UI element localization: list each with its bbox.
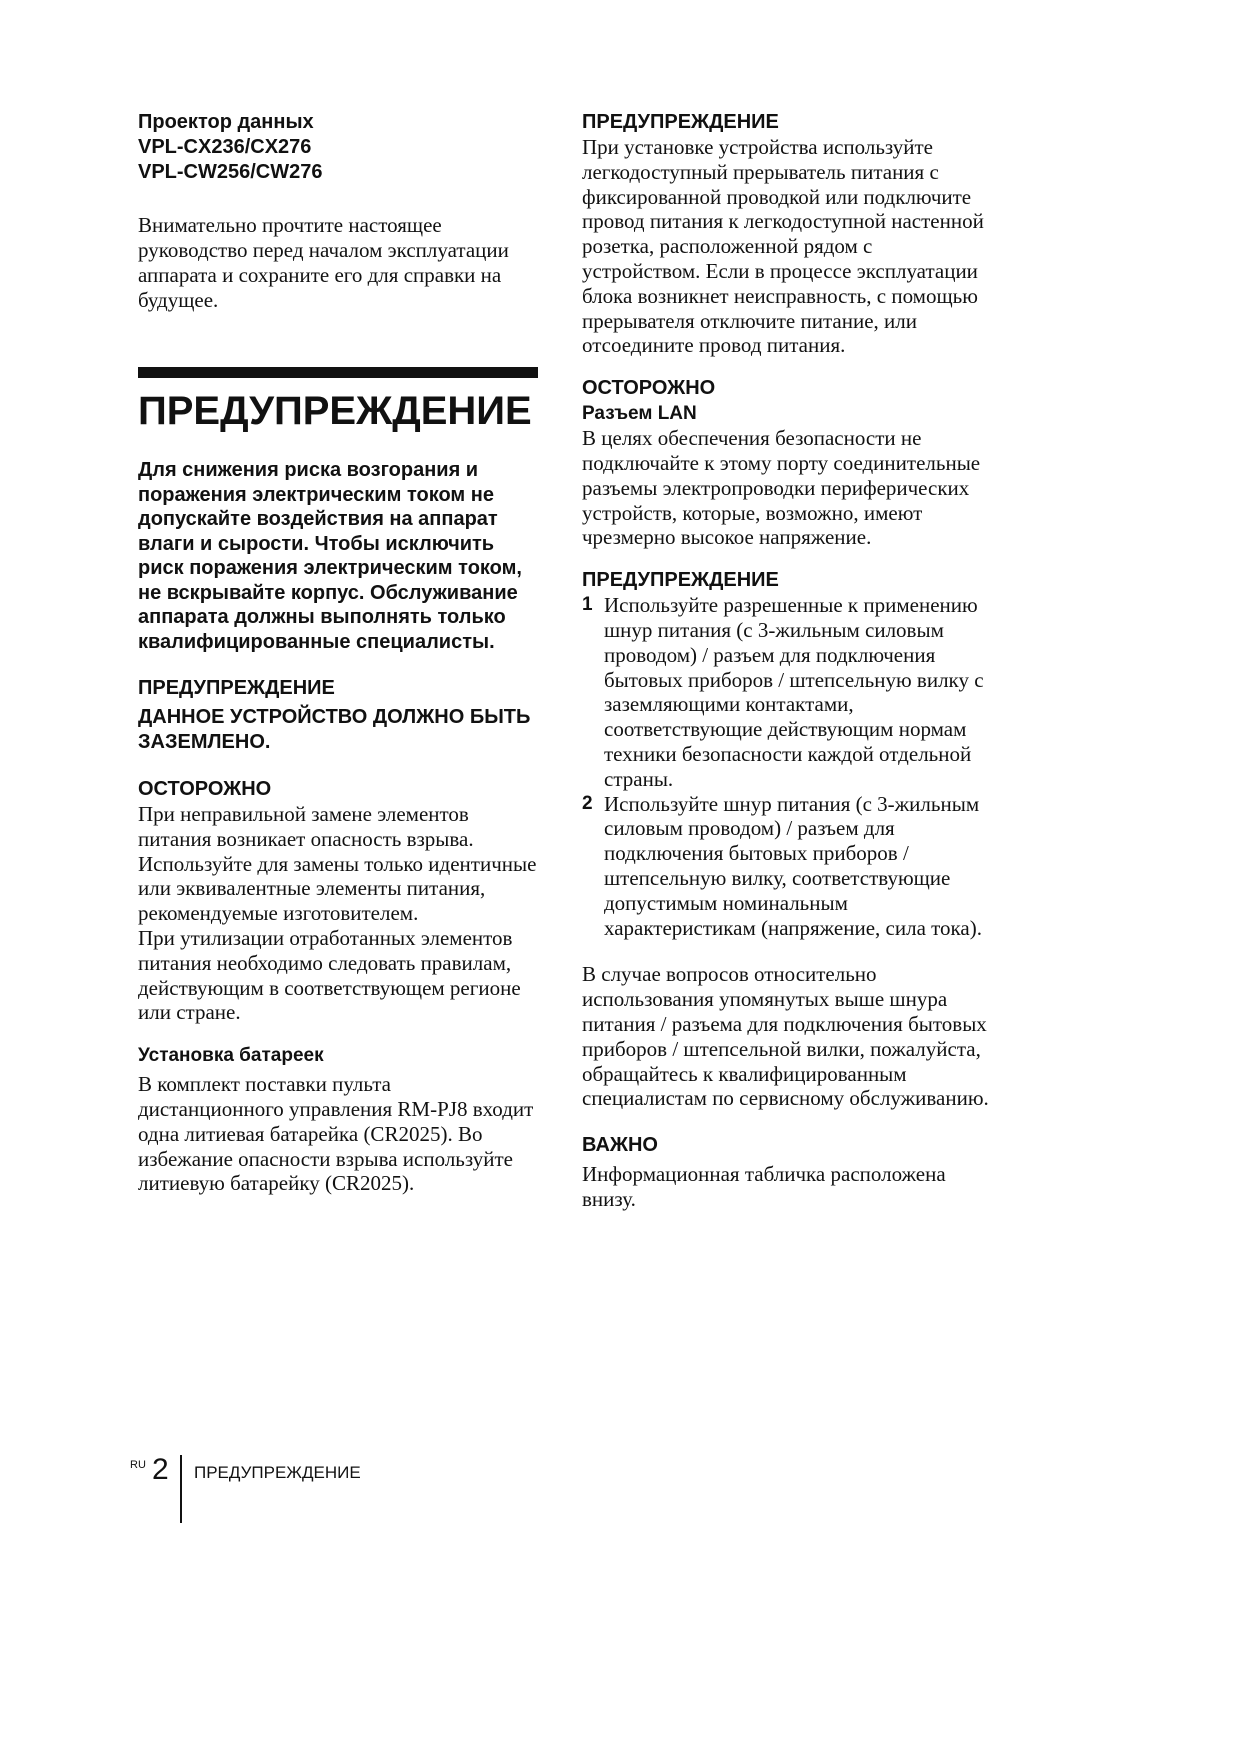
lan-paragraph: В целях обеспечения безопасности не подключайте к этому порту соединительные разъемы электропроводки периферических устройств, которые, возможно, имеют чрезмерно высокое напряжение.	[582, 426, 981, 550]
list-item-text: Используйте шнур питания (с 3-жильным силовым проводом) / разъем для подключения бытовых приборов / штепсельную вилку, соответствующие допустимым номинальным характеристикам (напряжение, сила тока).	[604, 791, 982, 940]
list-item	[582, 792, 992, 941]
title-rule	[138, 367, 538, 378]
battery-heading: Установка батареек	[138, 1045, 324, 1067]
list-item	[582, 593, 992, 791]
footer-section-title: ПРЕДУПРЕЖДЕНИЕ	[194, 1463, 361, 1482]
ground-text: ДАННОЕ УСТРОЙСТВО ДОЛЖНО БЫТЬ ЗАЗЕМЛЕНО.	[138, 706, 531, 753]
questions-paragraph: В случае вопросов относительно использования упомянутых выше шнура питания / разъема для подключения бытовых приборов / штепсельной вилки, пожалуйста, обращайтесь к квалифицированным специалистам по сервисному обслуживанию.	[582, 962, 989, 1111]
battery-paragraph: В комплект поставки пульта дистанционного управления RM-PJ8 входит одна литиевая батарейка (CR2025). Во избежание опасности взрыва используйте литиевую батарейку (CR2025).	[138, 1072, 534, 1196]
intro-paragraph: Внимательно прочтите настоящее руководство перед началом эксплуатации аппарата и сохраните его для справки на будущее.	[138, 213, 509, 312]
cord-heading: ПРЕДУПРЕЖДЕНИЕ	[582, 569, 779, 592]
model-line-1: Проектор данных	[138, 111, 314, 133]
install-heading: ПРЕДУПРЕЖДЕНИЕ	[582, 111, 779, 133]
right-column	[582, 110, 992, 1212]
page-title: ПРЕДУПРЕЖДЕНИЕ	[138, 389, 532, 433]
important-heading: ВАЖНО	[582, 1134, 658, 1157]
list-item-number: 2	[582, 792, 593, 814]
page-number: 2	[152, 1453, 169, 1486]
left-column	[138, 110, 538, 1196]
lan-subheading: Разъем LAN	[582, 403, 697, 425]
list-item-text: Используйте разрешенные к применению шнур питания (с 3-жильным силовым проводом) / разъем для подключения бытовых приборов / штепсельную вилку с заземляющими контактами, соответствующие действующим нормам техники безопасности каждой отдельной страны.	[604, 593, 984, 791]
model-line-3: VPL-CW256/CW276	[138, 161, 323, 183]
fire-shock-warning: Для снижения риска возгорания и поражения электрическим током не допускайте воздействия на аппарат влаги и сырости. Чтобы исключить риск поражения электрическим током, не вскрывайте корпус. Обслуживание аппарата должны выполнять только квалифицированные специалисты.	[138, 459, 522, 653]
caution-heading: ОСТОРОЖНО	[138, 778, 272, 800]
footer-language: RU	[130, 1459, 146, 1471]
ground-heading: ПРЕДУПРЕЖДЕНИЕ	[138, 677, 335, 699]
caution-paragraph-1: При неправильной замене элементов питания возникает опасность взрыва. Используйте для замены только идентичные или эквивалентные элементы питания, рекомендуемые изготовителем.	[138, 802, 537, 926]
important-paragraph: Информационная табличка расположена внизу.	[582, 1162, 946, 1211]
model-line-2: VPL-CX236/CX276	[138, 136, 312, 158]
install-paragraph: При установке устройства используйте легкодоступный прерыватель питания с фиксированной проводкой или подключите провод питания к легкодоступной настенной розетка, расположенной рядом с устройством. Если в процессе эксплуатации блока возникнет неисправность, с помощью прерывателя отключите питание, или отсоедините провод питания.	[582, 135, 984, 358]
caution-paragraph-2: При утилизации отработанных элементов питания необходимо следовать правилам, действующим в соответствующем регионе или стране.	[138, 925, 521, 1025]
lan-heading: ОСТОРОЖНО	[582, 377, 716, 400]
cord-list	[582, 593, 992, 940]
list-item-number: 1	[582, 594, 593, 616]
footer-divider	[180, 1455, 182, 1523]
